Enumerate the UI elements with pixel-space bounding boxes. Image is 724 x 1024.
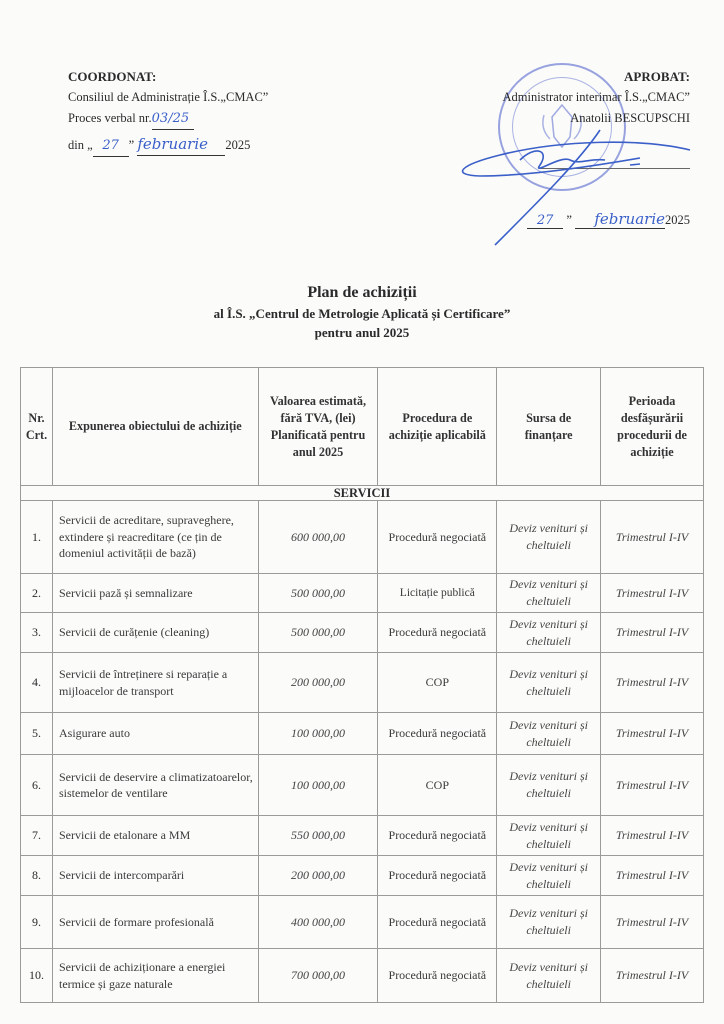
cell-description: Servicii de etalonare a MM [52,816,258,856]
table-row [21,501,704,574]
coordonat-pv [68,108,268,130]
cell-source: Deviz venituri și cheltuieli [497,613,601,653]
cell-source: Deviz venituri și cheltuieli [497,896,601,949]
date-month: februarie [137,134,225,156]
cell-value: 500 000,00 [258,613,378,653]
header-procedure: Procedura de achiziție aplicabilă [378,368,497,486]
cell-period: Trimestrul I-IV [601,713,704,755]
cell-period: Trimestrul I-IV [601,501,704,574]
cell-nr: 4. [21,653,53,713]
cell-nr: 3. [21,613,53,653]
cell-nr: 7. [21,816,53,856]
cell-nr: 1. [21,501,53,574]
cell-description: Servicii de intercomparări [52,856,258,896]
date-prefix: din „ [68,138,93,152]
cell-description: Servicii de întreținere si reparație a mijloacelor de transport [52,653,258,713]
date-year: 2025 [225,138,251,152]
aprobat-date-month: februarie [575,210,665,229]
cell-description: Servicii de formare profesională [52,896,258,949]
cell-value: 200 000,00 [258,856,378,896]
cell-source: Deviz venituri și cheltuieli [497,713,601,755]
aprobat-name: Anatolii BESCUPSCHI [570,111,690,125]
aprobat-date-year: 2025 [665,213,690,227]
cell-period: Trimestrul I-IV [601,613,704,653]
pv-label: Proces verbal nr. [68,111,152,125]
table-row [21,755,704,816]
cell-procedure: Procedură negociată [378,613,497,653]
cell-nr: 9. [21,896,53,949]
cell-nr: 2. [21,574,53,613]
aprobat-role: Administrator interimar Î.S.„CMAC” [502,90,690,104]
cell-source: Deviz venituri și cheltuieli [497,816,601,856]
cell-period: Trimestrul I-IV [601,653,704,713]
cell-period: Trimestrul I-IV [601,574,704,613]
table-header-row [21,368,704,486]
cell-description: Servicii de curățenie (cleaning) [52,613,258,653]
cell-procedure: Procedură negociată [378,949,497,1003]
cell-description: Servicii de achiziționare a energiei termice și gaze naturale [52,949,258,1003]
table-row [21,856,704,896]
cell-description: Asigurare auto [52,713,258,755]
cell-value: 600 000,00 [258,501,378,574]
date-quote: ” [128,138,135,152]
cell-nr: 5. [21,713,53,755]
cell-value: 100 000,00 [258,755,378,816]
header-value: Valoarea estimată, fără TVA, (lei) Planificată pentru anul 2025 [258,368,378,486]
table-row [21,574,704,613]
cell-period: Trimestrul I-IV [601,816,704,856]
header-period: Perioada desfășurării procedurii de achiziție [601,368,704,486]
coordonat-council: Consiliul de Administrație Î.S.„CMAC” [68,90,269,104]
cell-value: 500 000,00 [258,574,378,613]
cell-procedure: Procedură negociată [378,713,497,755]
document-subtitle: al Î.S. „Centrul de Metrologie Aplicată și Certificare” [213,306,511,321]
coordonat-block [68,66,268,157]
cell-source: Deviz venituri și cheltuieli [497,574,601,613]
table-row [21,613,704,653]
aprobat-date [485,210,690,229]
cell-procedure: COP [378,653,497,713]
header-source: Sursa de finanțare [497,368,601,486]
signature-icon [440,110,700,250]
cell-source: Deviz venituri și cheltuieli [497,755,601,816]
cell-period: Trimestrul I-IV [601,949,704,1003]
cell-nr: 8. [21,856,53,896]
table-row [21,653,704,713]
pv-number: 03/25 [152,108,194,130]
table-row [21,713,704,755]
table-row [21,816,704,856]
cell-procedure: Procedură negociată [378,816,497,856]
header-description: Expunerea obiectului de achiziție [52,368,258,486]
cell-procedure: Procedură negociată [378,501,497,574]
aprobat-date-day: 27 [527,213,563,229]
coordonat-heading: COORDONAT: [68,69,157,84]
cell-value: 550 000,00 [258,816,378,856]
section-row [21,486,704,501]
cell-source: Deviz venituri și cheltuieli [497,949,601,1003]
cell-period: Trimestrul I-IV [601,896,704,949]
cell-value: 200 000,00 [258,653,378,713]
cell-value: 100 000,00 [258,713,378,755]
table-row [21,896,704,949]
table-row [21,949,704,1003]
cell-source: Deviz venituri și cheltuieli [497,501,601,574]
cell-description: Servicii pază și semnalizare [52,574,258,613]
cell-nr: 6. [21,755,53,816]
document-year: pentru anul 2025 [314,325,410,340]
cell-procedure: Procedură negociată [378,896,497,949]
cell-source: Deviz venituri și cheltuieli [497,856,601,896]
cell-nr: 10. [21,949,53,1003]
cell-source: Deviz venituri și cheltuieli [497,653,601,713]
section-label: SERVICII [21,486,704,501]
date-day: 27 [93,135,129,157]
cell-description: Servicii de acreditare, supraveghere, extindere și reacreditare (ce țin de domeniul activității de bază) [52,501,258,574]
cell-value: 700 000,00 [258,949,378,1003]
cell-procedure: Licitație publică [378,574,497,613]
document-title: Plan de achiziții [307,284,417,301]
cell-period: Trimestrul I-IV [601,856,704,896]
procurement-table [20,367,704,1003]
cell-period: Trimestrul I-IV [601,755,704,816]
cell-procedure: COP [378,755,497,816]
cell-description: Servicii de deservire a climatizatoarelor, sistemelor de ventilare [52,755,258,816]
cell-value: 400 000,00 [258,896,378,949]
coordonat-date [68,134,268,157]
cell-procedure: Procedură negociată [378,856,497,896]
header-nr: Nr. Crt. [21,368,53,486]
aprobat-date-quote: ” [566,213,572,227]
aprobat-heading: APROBAT: [624,69,690,84]
